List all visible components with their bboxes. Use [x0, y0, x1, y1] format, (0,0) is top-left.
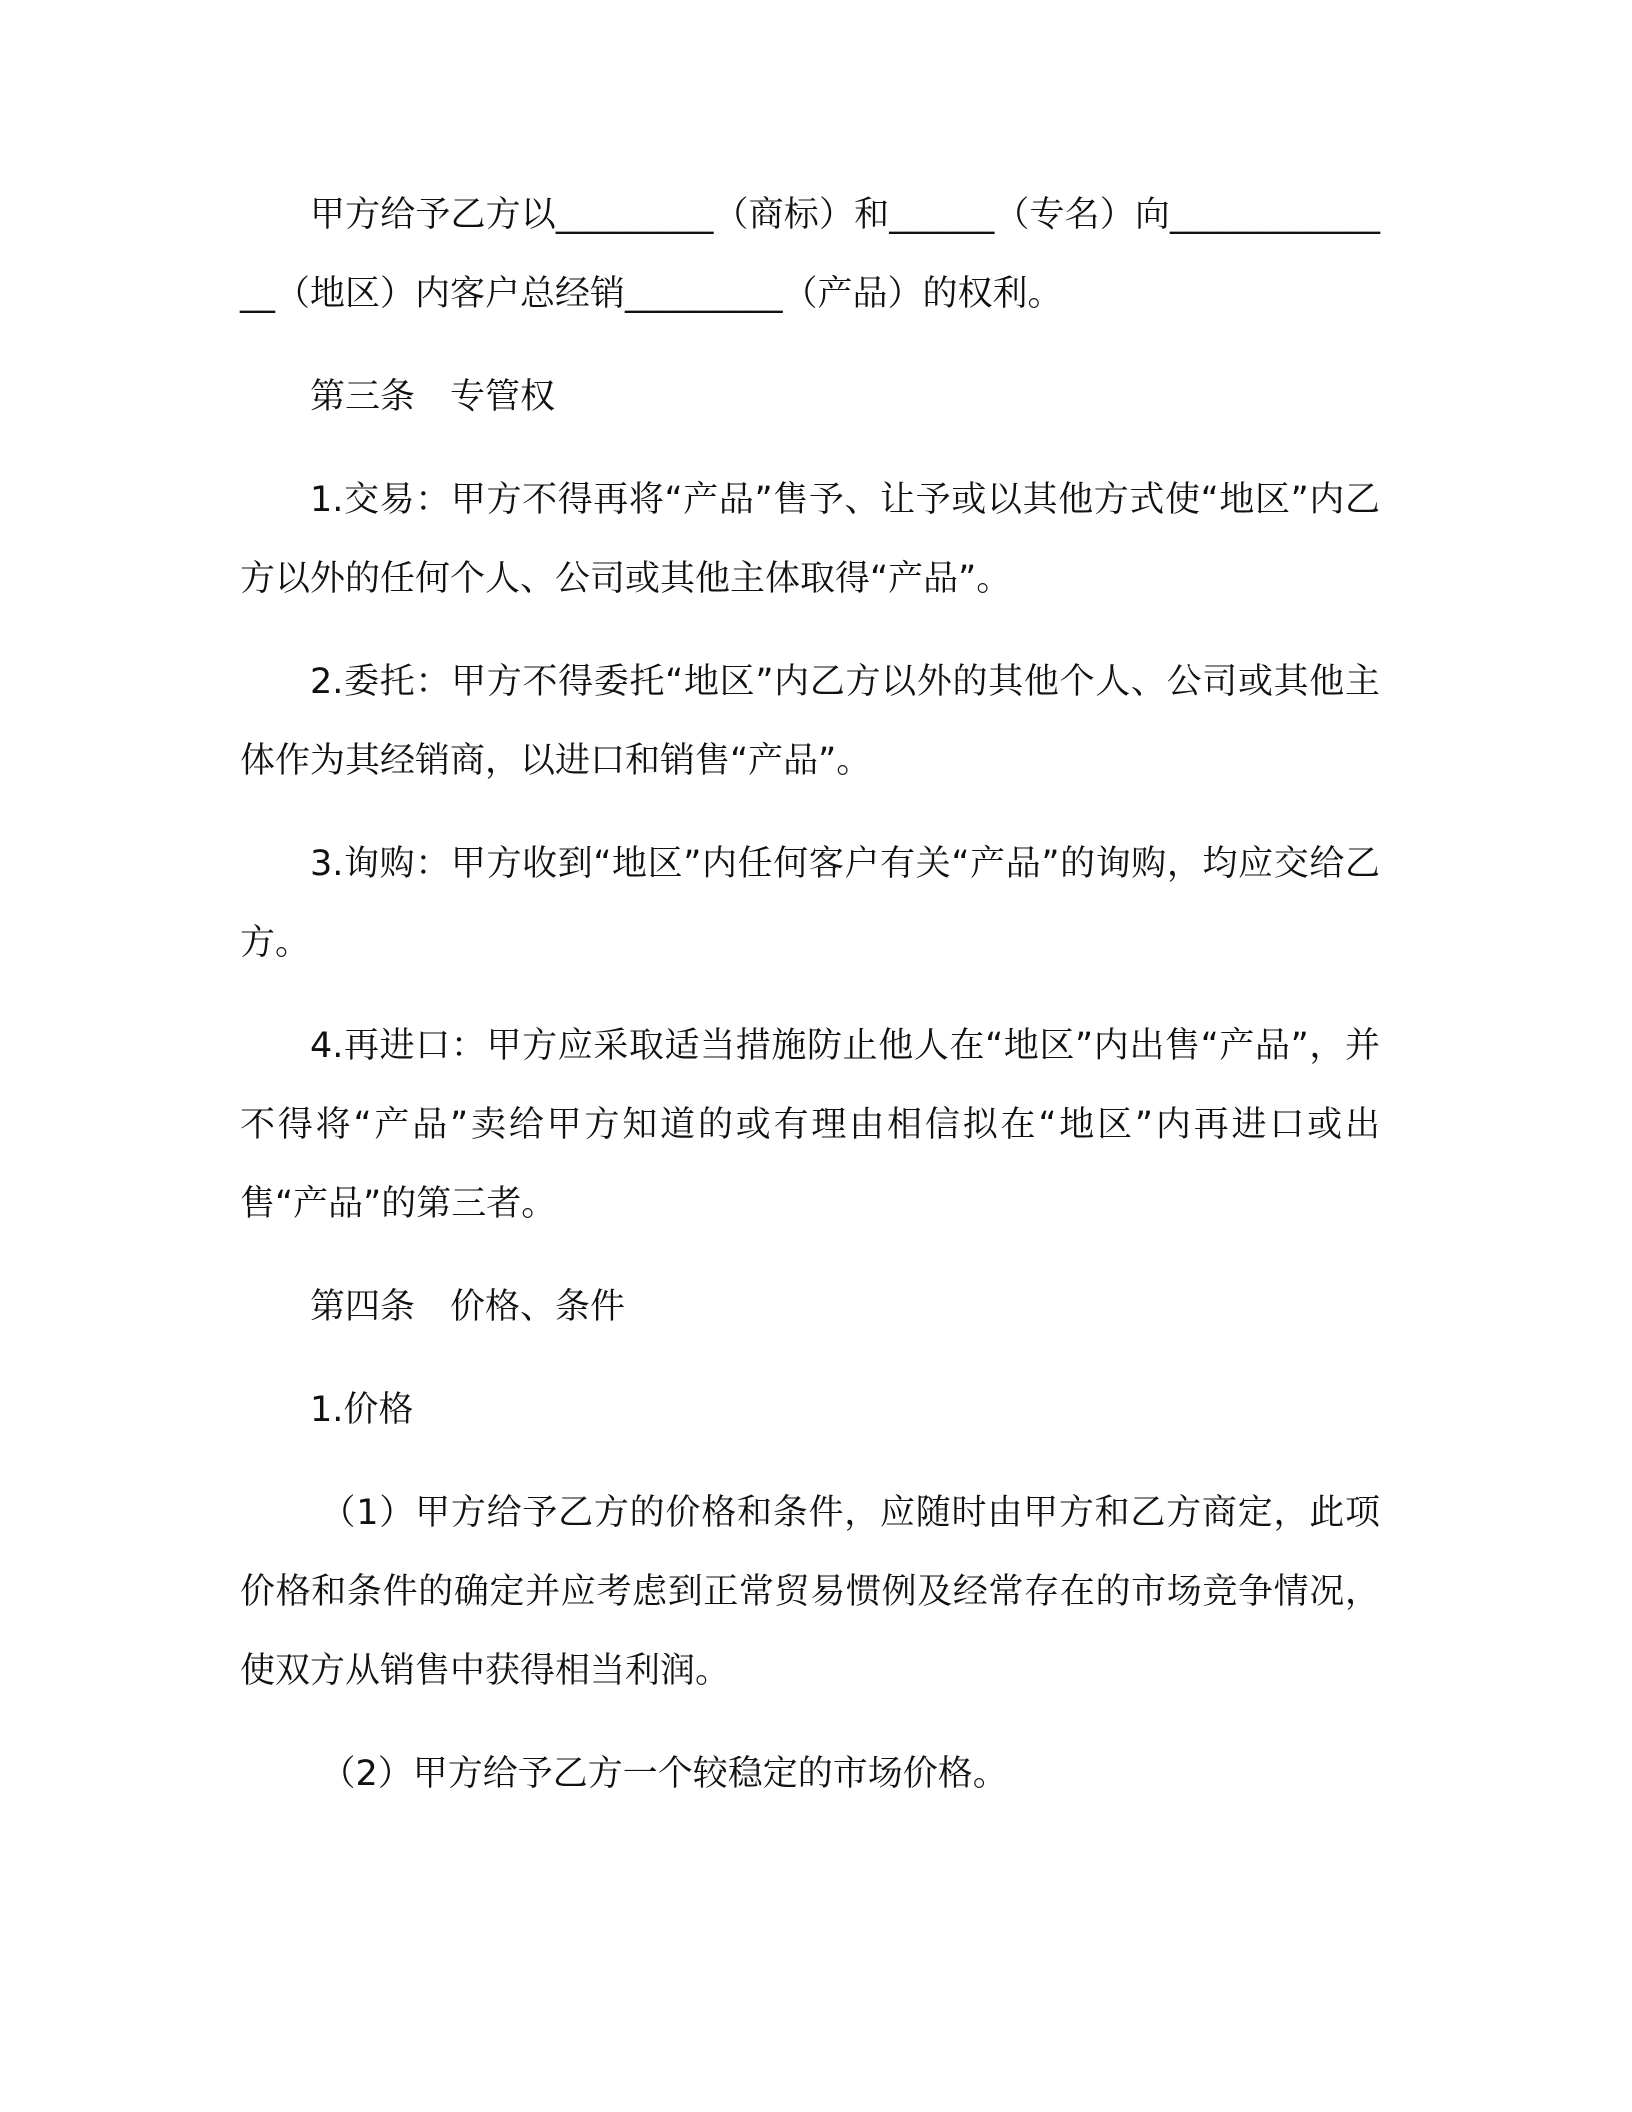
paragraph-article-4-price-2: （2）甲方给予乙方一个较稳定的市场价格。 — [320, 1754, 1008, 1794]
document-body — [240, 176, 1380, 1838]
paragraph-grant-of-rights: 甲方给予乙方以_________（商标）和______（专名）向______________（地区）内客户总经销_________（产品）的权利。 — [240, 195, 1380, 314]
heading-article-3: 第三条 专管权 — [310, 377, 556, 417]
paragraph-article-4-price-1: （1）甲方给予乙方的价格和条件，应随时由甲方和乙方商定，此项价格和条件的确定并应考虑到正常贸易惯例及经常存在的市场竞争情况，使双方从销售中获得相当利润。 — [240, 1493, 1380, 1691]
paragraph-article-3-reimport: 4.再进口：甲方应采取适当措施防止他人在“地区”内出售“产品”，并不得将“产品”卖给甲方知道的或有理由相信拟在“地区”内再进口或出售“产品”的第三者。 — [240, 1026, 1380, 1224]
heading-article-4-price: 1.价格 — [310, 1390, 414, 1430]
paragraph-article-3-entrust: 2.委托：甲方不得委托“地区”内乙方以外的其他个人、公司或其他主体作为其经销商，以进口和销售“产品”。 — [240, 662, 1380, 781]
heading-article-4: 第四条 价格、条件 — [310, 1287, 626, 1327]
paragraph-article-3-inquiry: 3.询购：甲方收到“地区”内任何客户有关“产品”的询购，均应交给乙方。 — [240, 844, 1380, 963]
paragraph-article-3-trade: 1.交易：甲方不得再将“产品”售予、让予或以其他方式使“地区”内乙方以外的任何个人、公司或其他主体取得“产品”。 — [240, 480, 1380, 599]
